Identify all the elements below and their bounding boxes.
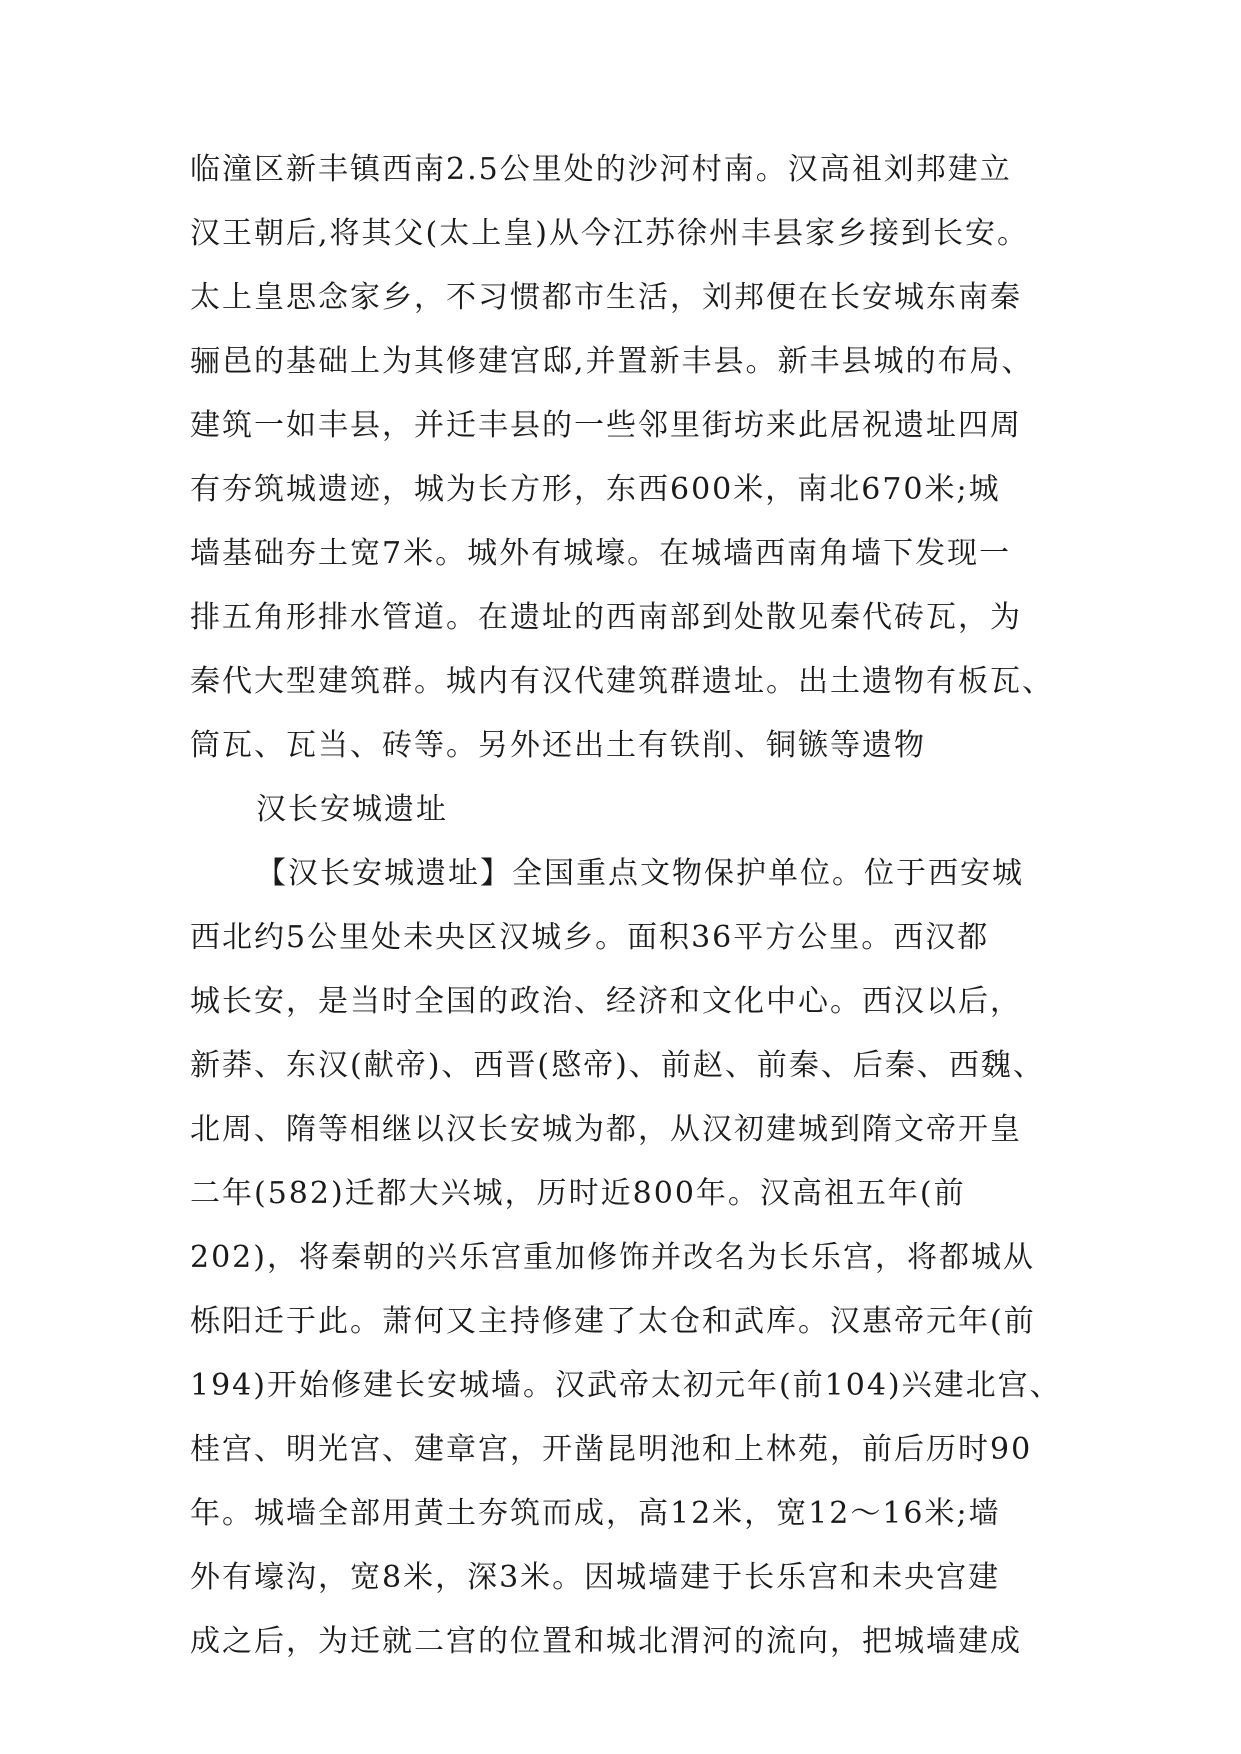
text-line: 排五角形排水管道。在遗址的西南部到处散见秦代砖瓦，为: [190, 600, 1022, 635]
text-line: 202)，将秦朝的兴乐宫重加修饰并改名为长乐宫，将都城从: [190, 1240, 1035, 1275]
text-line: 西北约5公里处未央区汉城乡。面积36平方公里。西汉都: [190, 920, 990, 955]
text-line: 新莽、东汉(献帝)、西晋(愍帝)、前赵、前秦、后秦、西魏、: [190, 1048, 1045, 1083]
text-line: 成之后，为迁就二宫的位置和城北渭河的流向，把城墙建成: [190, 1624, 1022, 1659]
text-line: 194)开始修建长安城墙。汉武帝太初元年(前104)兴建北宫、: [190, 1368, 1062, 1403]
body-text: [190, 138, 1070, 1674]
text-line: 桂宫、明光宫、建章宫，开凿昆明池和上林苑，前后历时90: [190, 1432, 1033, 1467]
section-heading: 汉长安城遗址: [256, 792, 448, 827]
text-line: 筒瓦、瓦当、砖等。另外还出土有铁削、铜镞等遗物: [190, 728, 926, 763]
text-line: 栎阳迁于此。萧何又主持修建了太仓和武库。汉惠帝元年(前: [190, 1304, 1036, 1339]
text-line: 太上皇思念家乡，不习惯都市生活，刘邦便在长安城东南秦: [190, 280, 1022, 315]
text-line: 有夯筑城遗迹，城为长方形，东西600米，南北670米;城: [190, 472, 1001, 507]
text-line: 建筑一如丰县，并迁丰县的一些邻里街坊来此居祝遗址四周: [190, 408, 1022, 443]
text-line: 汉王朝后,将其父(太上皇)从今江苏徐州丰县家乡接到长安。: [190, 216, 1029, 251]
text-line: 外有壕沟，宽8米，深3米。因城墙建于长乐宫和未央宫建: [190, 1560, 1001, 1595]
text-line: 年。城墙全部用黄土夯筑而成，高12米，宽12～16米;墙: [190, 1496, 1001, 1531]
text-line: 城长安，是当时全国的政治、经济和文化中心。西汉以后，: [190, 984, 1022, 1019]
text-line: 骊邑的基础上为其修建宫邸,并置新丰县。新丰县城的布局、: [190, 344, 1034, 379]
paragraph-start-line: 【汉长安城遗址】全国重点文物保护单位。位于西安城: [256, 856, 1024, 891]
text-line: 墙基础夯土宽7米。城外有城壕。在城墙西南角墙下发现一: [190, 536, 1012, 571]
text-line: 二年(582)迁都大兴城，历时近800年。汉高祖五年(前: [190, 1176, 966, 1211]
text-line: 临潼区新丰镇西南2.5公里处的沙河村南。汉高祖刘邦建立: [190, 152, 1012, 187]
text-line: 秦代大型建筑群。城内有汉代建筑群遗址。出土遗物有板瓦、: [190, 664, 1054, 699]
text-line: 北周、隋等相继以汉长安城为都，从汉初建城到隋文帝开皇: [190, 1112, 1022, 1147]
